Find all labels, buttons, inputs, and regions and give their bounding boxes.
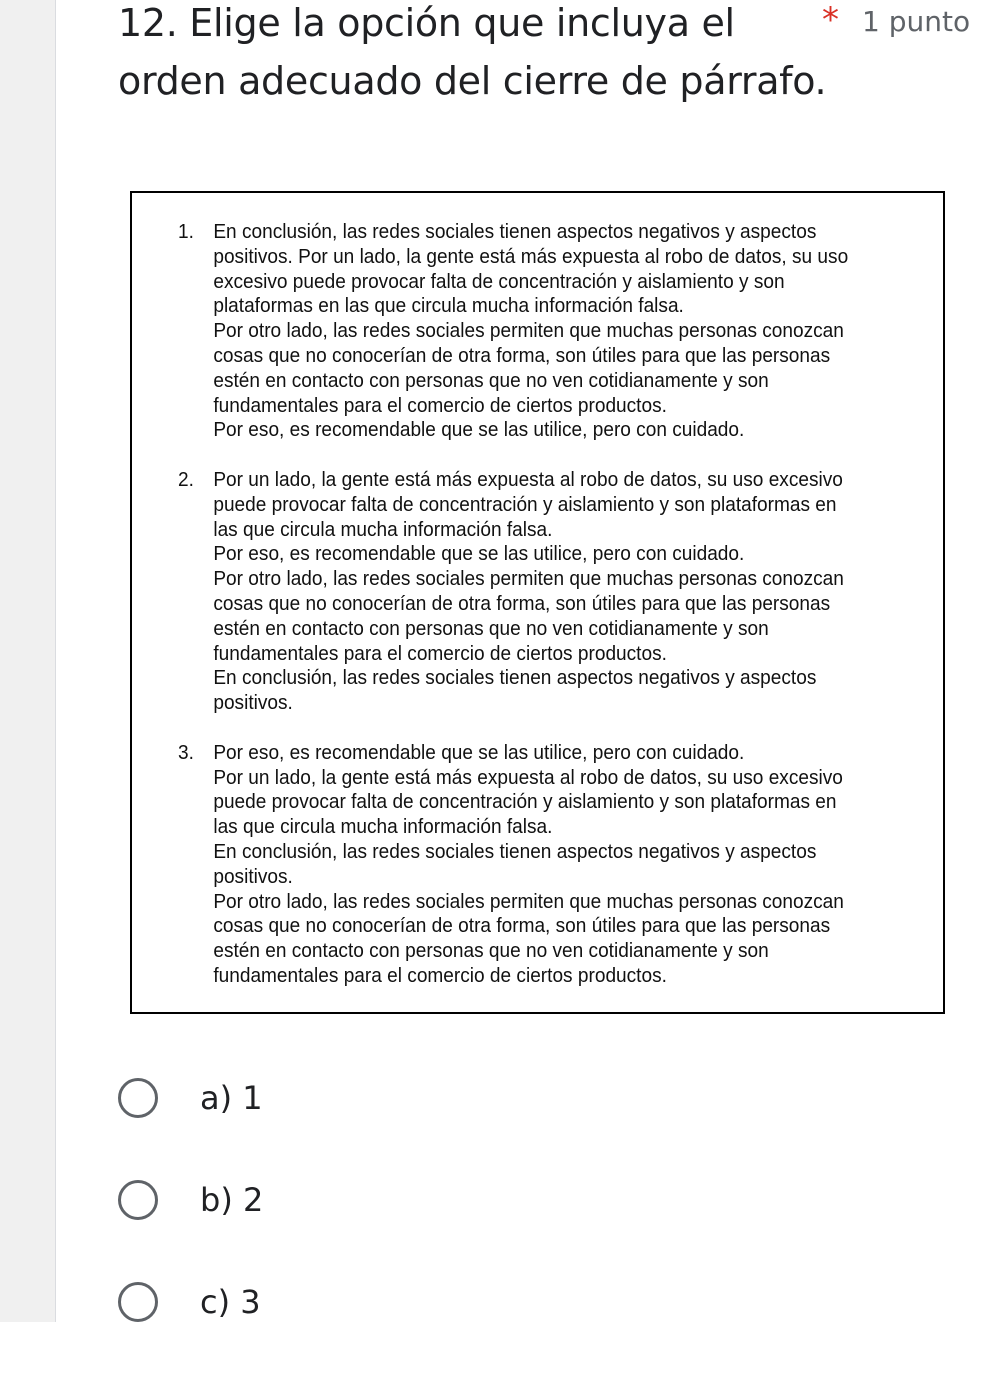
- question-image: [130, 191, 945, 1014]
- option-label: a) 1: [200, 1079, 263, 1117]
- item-text: [213, 220, 938, 443]
- text-line: Por eso, es recomendable que se las utilice, pero con cuidado.: [213, 418, 745, 442]
- radio-button[interactable]: [118, 1180, 158, 1220]
- text-line: excesivo puede provocar falta de concentración y aislamiento y son: [213, 269, 785, 293]
- text-line: positivos. Por un lado, la gente está más expuesta al robo de datos, su uso: [213, 244, 849, 268]
- text-line: Por otro lado, las redes sociales permiten que muchas personas conozcan: [213, 567, 844, 591]
- question-title: 12. Elige la opción que incluya el orden adecuado del cierre de párrafo.: [118, 1, 827, 103]
- option-label: c) 3: [200, 1283, 261, 1321]
- text-line: estén en contacto con personas que no ven cotidianamente y son: [213, 368, 769, 392]
- radio-button[interactable]: [118, 1282, 158, 1322]
- item-number: 2.: [178, 467, 194, 491]
- text-line: Por otro lado, las redes sociales permiten que muchas personas conozcan: [213, 319, 844, 343]
- text-line: estén en contacto con personas que no ven cotidianamente y son: [213, 939, 769, 963]
- text-line: fundamentales para el comercio de ciertos productos.: [213, 963, 667, 987]
- text-line: cosas que no conocerían de otra forma, son útiles para que las personas: [213, 343, 831, 367]
- answer-options: [118, 1073, 263, 1379]
- text-line: las que circula mucha información falsa.: [213, 815, 553, 839]
- text-line: puede provocar falta de concentración y aislamiento y son plataformas en: [213, 492, 837, 516]
- option-b[interactable]: [118, 1175, 263, 1225]
- text-line: estén en contacto con personas que no ven cotidianamente y son: [213, 616, 769, 640]
- text-line: cosas que no conocerían de otra forma, son útiles para que las personas: [213, 591, 831, 615]
- text-line: Por eso, es recomendable que se las utilice, pero con cuidado.: [213, 740, 745, 764]
- text-line: Por eso, es recomendable que se las utilice, pero con cuidado.: [213, 542, 745, 566]
- text-line: positivos.: [213, 864, 293, 888]
- text-line: puede provocar falta de concentración y aislamiento y son plataformas en: [213, 790, 837, 814]
- left-gutter: [0, 0, 56, 1322]
- option-c[interactable]: [118, 1277, 263, 1327]
- item-number: 3.: [178, 740, 194, 764]
- text-line: En conclusión, las redes sociales tienen aspectos negativos y aspectos: [213, 666, 817, 690]
- text-line: Por otro lado, las redes sociales permiten que muchas personas conozcan: [213, 889, 844, 913]
- text-line: plataformas en las que circula mucha información falsa.: [213, 294, 684, 318]
- list-item: [178, 741, 885, 989]
- text-line: Por un lado, la gente está más expuesta al robo de datos, su uso excesivo: [213, 765, 843, 789]
- required-marker: *: [822, 0, 839, 40]
- text-line: positivos.: [213, 691, 293, 715]
- item-number: 1.: [178, 220, 194, 243]
- list-item: [178, 468, 885, 716]
- text-line: fundamentales para el comercio de ciertos productos.: [213, 393, 667, 417]
- item-text: [213, 468, 938, 716]
- option-label: b) 2: [200, 1181, 264, 1219]
- list-item: [178, 220, 885, 443]
- text-line: En conclusión, las redes sociales tienen aspectos negativos y aspectos: [213, 839, 817, 863]
- text-line: las que circula mucha información falsa.: [213, 517, 553, 541]
- text-line: cosas que no conocerían de otra forma, son útiles para que las personas: [213, 914, 831, 938]
- text-line: En conclusión, las redes sociales tienen aspectos negativos y aspectos: [213, 220, 817, 243]
- text-line: Por un lado, la gente está más expuesta al robo de datos, su uso excesivo: [213, 467, 843, 491]
- text-line: fundamentales para el comercio de ciertos productos.: [213, 641, 667, 665]
- points-label: 1 punto: [862, 5, 971, 38]
- item-text: [213, 741, 938, 989]
- option-a[interactable]: [118, 1073, 263, 1123]
- paragraph-order-list: [178, 220, 885, 1014]
- radio-button[interactable]: [118, 1078, 158, 1118]
